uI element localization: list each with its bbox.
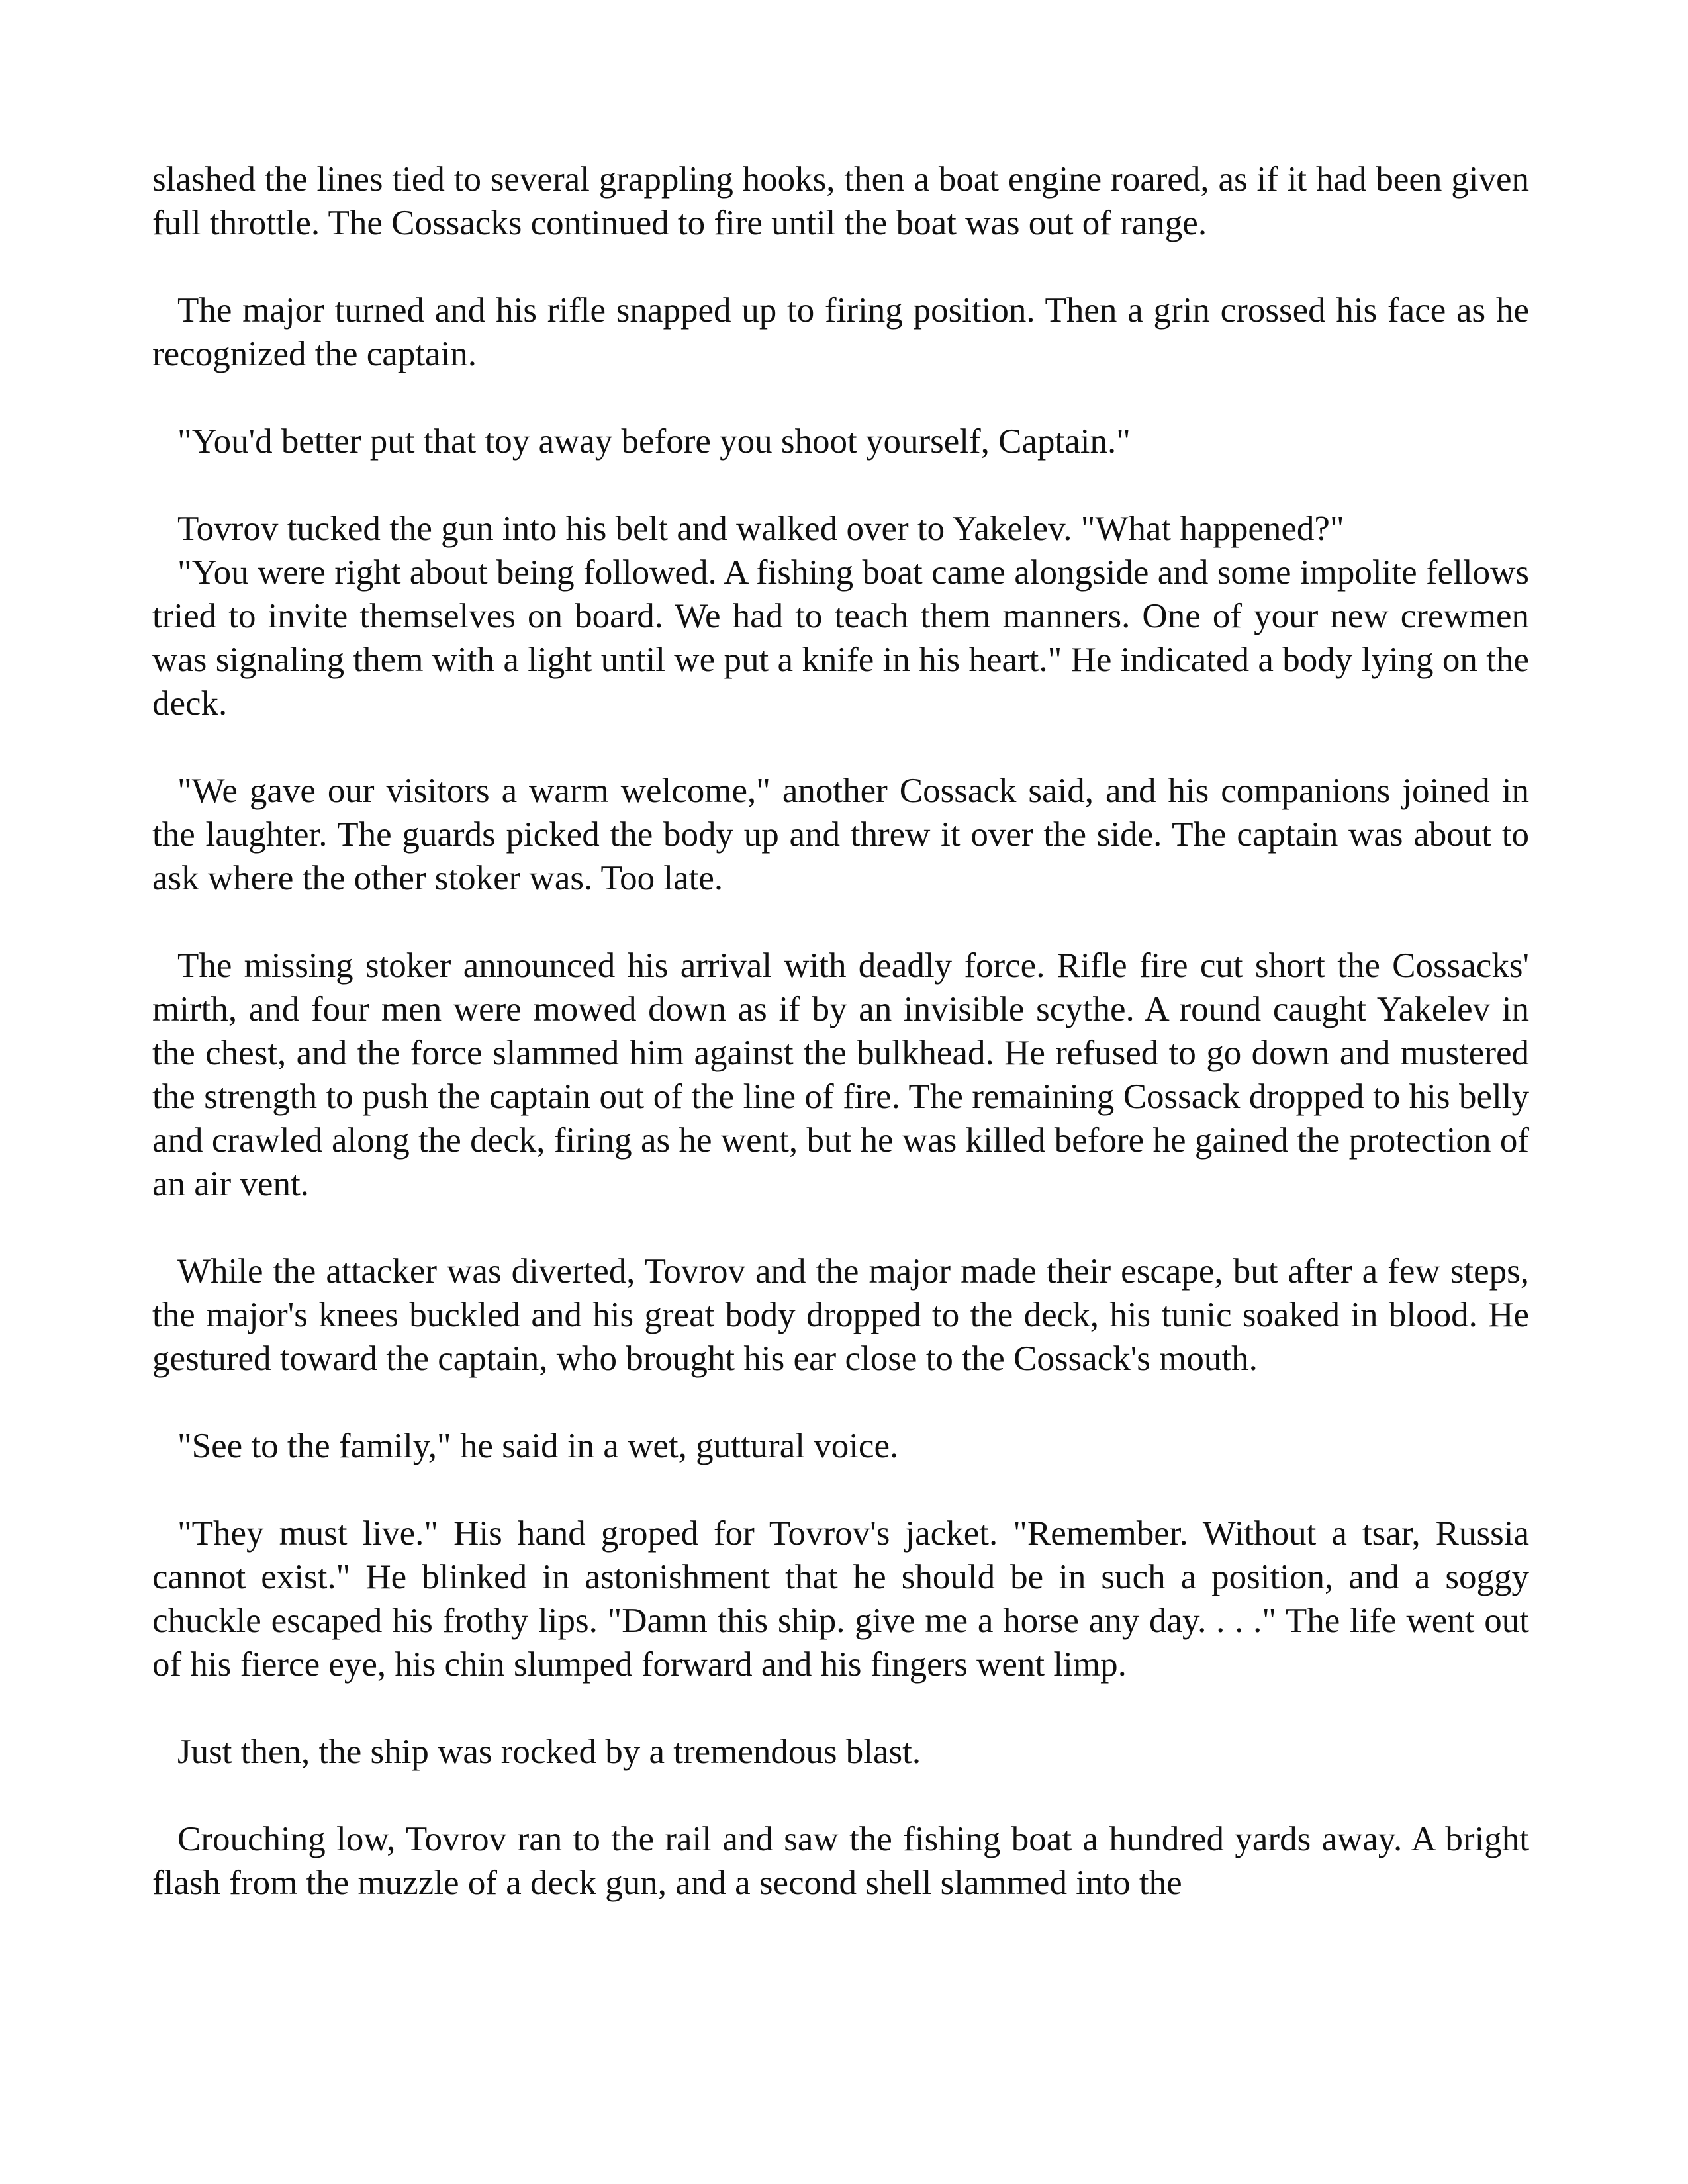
paragraph-2: The major turned and his rifle snapped up to firing position. Then a grin crossed his face as he recognized the captain.	[152, 291, 1529, 373]
document-page	[152, 158, 1529, 1905]
paragraph-9: "See to the family," he said in a wet, guttural voice.	[177, 1427, 899, 1465]
paragraph-5: "You were right about being followed. A fishing boat came alongside and some impolite fellows tried to invite themselves on board. We had to teach them manners. One of your new crewmen was signaling them with a light until we put a knife in his heart." He indicated a body lying on the deck.	[152, 553, 1529, 723]
paragraph-1: slashed the lines tied to several grappling hooks, then a boat engine roared, as if it had been given full throttle. The Cossacks continued to fire until the boat was out of range.	[152, 160, 1529, 242]
paragraph-7: The missing stoker announced his arrival with deadly force. Rifle fire cut short the Cossacks' mirth, and four men were mowed down as if by an invisible scythe. A round caught Yakelev in the chest, and the force slammed him against the bulkhead. He refused to go down and mustered the strength to push the captain out of the line of fire. The remaining Cossack dropped to his belly and crawled along the deck, firing as he went, but he was killed before he gained the protection of an air vent.	[152, 946, 1529, 1203]
paragraph-3: "You'd better put that toy away before you shoot yourself, Captain."	[177, 422, 1131, 461]
paragraph-11: Just then, the ship was rocked by a tremendous blast.	[177, 1733, 921, 1771]
paragraph-12: Crouching low, Tovrov ran to the rail and saw the fishing boat a hundred yards away. A bright flash from the muzzle of a deck gun, and a second shell slammed into the	[152, 1820, 1529, 1902]
paragraph-8: While the attacker was diverted, Tovrov and the major made their escape, but after a few steps, the major's knees buckled and his great body dropped to the deck, his tunic soaked in blood. He gestured toward the captain, who brought his ear close to the Cossack's mouth.	[152, 1252, 1529, 1378]
paragraph-4: Tovrov tucked the gun into his belt and walked over to Yakelev. "What happened?"	[177, 510, 1344, 548]
paragraph-10: "They must live." His hand groped for Tovrov's jacket. "Remember. Without a tsar, Russia cannot exist." He blinked in astonishment that he should be in such a position, and a soggy chuckle escaped his frothy lips. "Damn this ship. give me a horse any day. . . ." The life went out of his fierce eye, his chin slumped forward and his fingers went limp.	[152, 1514, 1529, 1684]
paragraph-6: "We gave our visitors a warm welcome," another Cossack said, and his companions joined in the laughter. The guards picked the body up and threw it over the side. The captain was about to ask where the other stoker was. Too late.	[152, 772, 1529, 897]
